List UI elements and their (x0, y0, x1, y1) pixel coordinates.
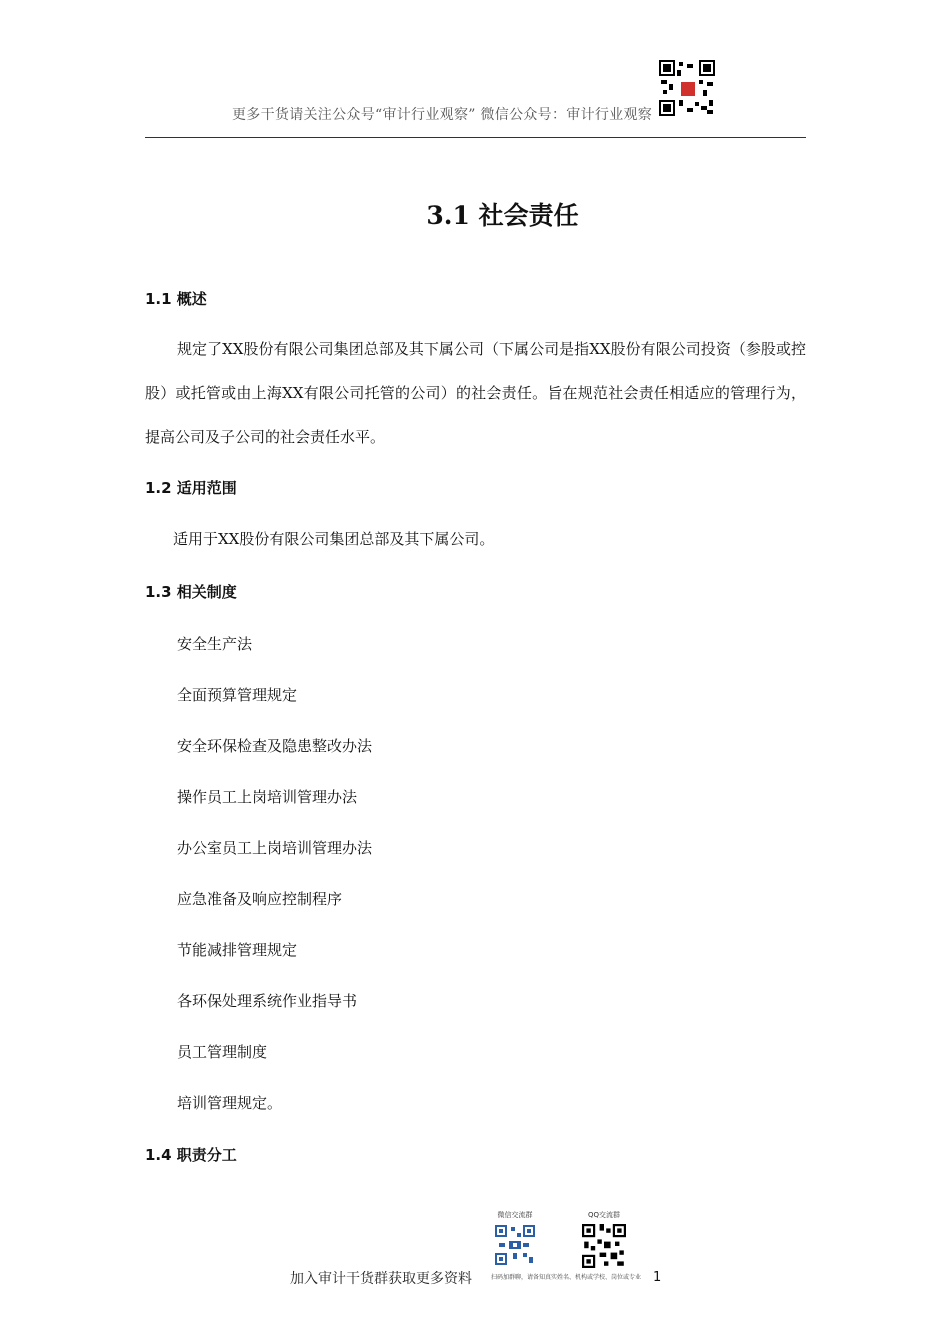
list-item: 全面预算管理规定 (177, 686, 298, 704)
page-number: 1 (653, 1270, 662, 1285)
list-item: 安全环保检查及隐患整改办法 (177, 737, 373, 755)
header-text: 更多干货请关注公众号“审计行业观察” 微信公众号：审计行业观察 (232, 107, 653, 123)
list-item: 员工管理制度 (177, 1043, 268, 1061)
list-item: 应急准备及响应控制程序 (177, 890, 343, 908)
section-heading-related: 1.3 相关制度 (145, 583, 237, 601)
footer-text: 加入审计干货群获取更多资料 (290, 1271, 472, 1287)
qq-qr-icon (582, 1224, 626, 1268)
section-heading-overview: 1.1 概述 (145, 290, 207, 308)
document-title: 3.1 社会责任 (426, 201, 579, 230)
qq-caption: QQ交流群 (587, 1211, 621, 1219)
list-item: 安全生产法 (177, 635, 253, 653)
wechat-caption: 微信交流群 (497, 1211, 533, 1219)
section-heading-duties: 1.4 职责分工 (145, 1146, 237, 1164)
list-item: 各环保处理系统作业指导书 (177, 992, 358, 1010)
footer-note: 扫码加群聊，请备知真实姓名、机构或学校、岗位或专业 (491, 1274, 642, 1281)
list-item: 培训管理规定。 (177, 1094, 283, 1112)
scope-paragraph: 适用于XX股份有限公司集团总部及其下属公司。 (173, 530, 495, 548)
qq-group (578, 1210, 630, 1272)
list-item: 操作员工上岗培训管理办法 (177, 788, 358, 806)
header-divider (145, 137, 806, 138)
wechat-group (490, 1210, 540, 1269)
qr-code-icon (659, 60, 715, 116)
overview-paragraph: 规定了XX股份有限公司集团总部及其下属公司（下属公司是指XX股份有限公司投资（参股或控股）或托管或由上海XX有限公司托管的公司）的社会责任。旨在规范社会责任相适应的管理行为，提高公司及子公司的社会责任水平。 (145, 340, 806, 446)
list-item: 节能减排管理规定 (177, 941, 298, 959)
wechat-qr-icon (495, 1225, 535, 1265)
list-item: 办公室员工上岗培训管理办法 (177, 839, 373, 857)
section-heading-scope: 1.2 适用范围 (145, 479, 237, 497)
